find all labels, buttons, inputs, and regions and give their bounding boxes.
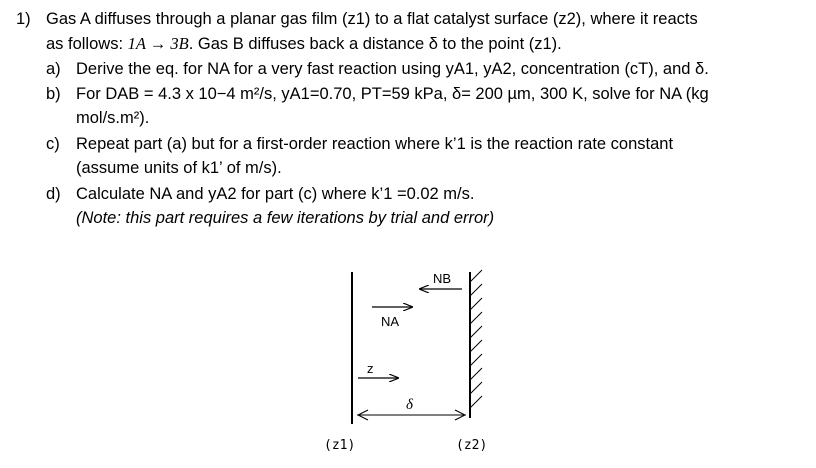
z-label: z xyxy=(367,362,374,376)
na-label: NA xyxy=(381,314,400,329)
part-d-label: d) xyxy=(46,185,61,203)
part-c-label: c) xyxy=(46,135,60,153)
part-b-text-1: For DAB = 4.3 x 10−4 m²/s, yA1=0.70, PT=59 kPa, δ= 200 µm, 300 K, solve for NA (kg xyxy=(76,85,709,103)
problem-number: 1) xyxy=(16,10,31,28)
part-b-label: b) xyxy=(46,85,61,103)
part-d-text-1: Calculate NA and yA2 for part (c) where k’1 =0.02 m/s. xyxy=(76,185,475,203)
nb-label: NB xyxy=(433,271,452,286)
z1-label: (z1) xyxy=(324,438,356,453)
catalyst-hatching xyxy=(470,270,482,408)
intro-line-1: Gas A diffuses through a planar gas film (z1) to a flat catalyst surface (z2), where it reacts xyxy=(46,10,698,28)
z2-label: (z2) xyxy=(456,438,488,453)
reaction-equation: 1A → 3B xyxy=(127,34,189,53)
part-d-note: (Note: this part requires a few iterations by trial and error) xyxy=(76,209,495,227)
part-c-text-2: (assume units of k1’ of m/s). xyxy=(76,159,282,177)
part-a-label: a) xyxy=(46,60,61,78)
intro-line-2-post: . Gas B diffuses back a distance δ to the point (z1). xyxy=(188,35,562,53)
part-c-text-1: Repeat part (a) but for a first-order reaction where k’1 is the reaction rate constant xyxy=(76,135,674,153)
part-b-text-2: mol/s.m²). xyxy=(76,109,150,127)
delta-label: δ xyxy=(406,397,413,413)
part-a-text: Derive the eq. for NA for a very fast reaction using yA1, yA2, concentration (cT), and δ. xyxy=(76,60,709,78)
intro-line-2-pre: as follows: xyxy=(46,35,128,53)
